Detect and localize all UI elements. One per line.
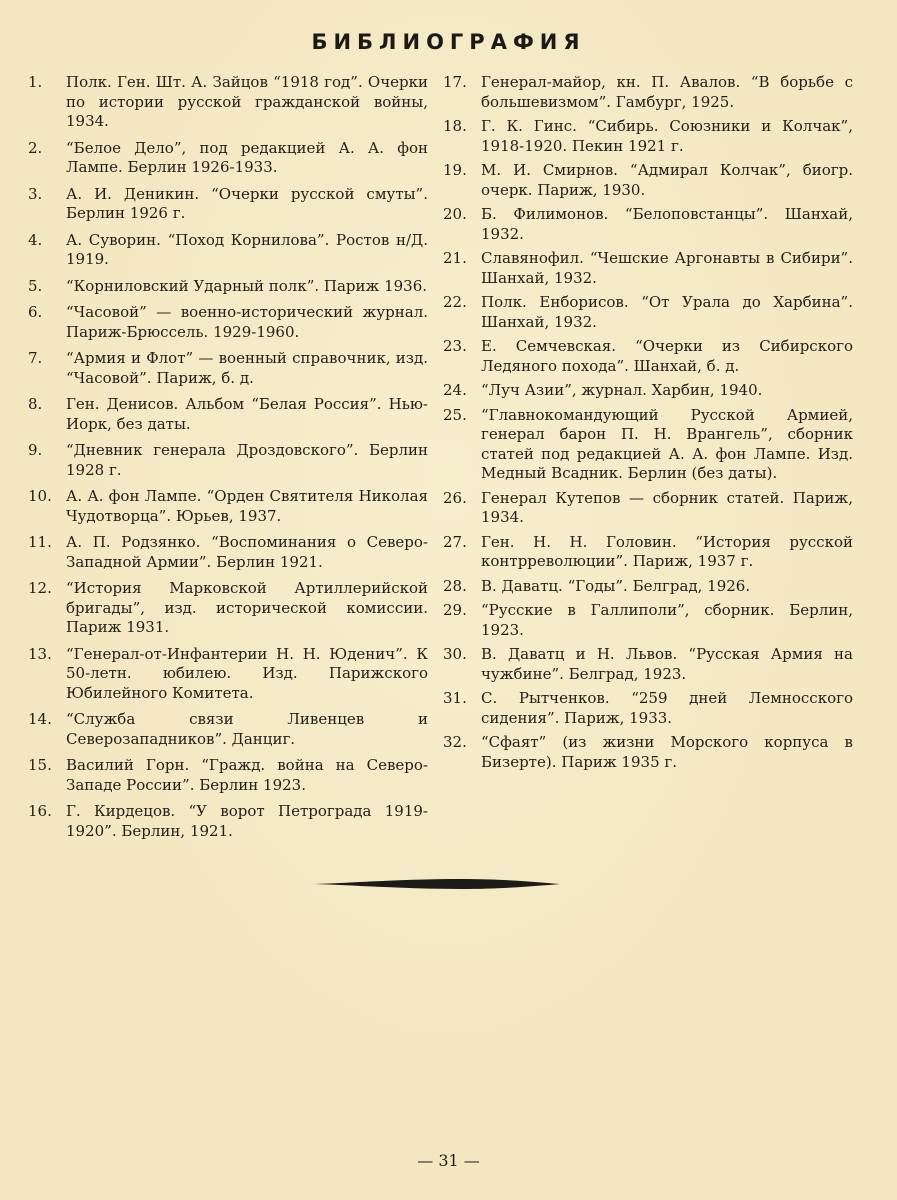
entry-text: “Часовой” — военно-исторический журнал. Париж-Брюссель. 1929-1960.	[66, 303, 428, 341]
entry-text: “Дневник генерала Дроздовского”. Берлин 1928 г.	[66, 441, 428, 479]
bibliography-entry	[443, 733, 853, 772]
bibliography-entry	[28, 533, 428, 572]
entry-number: 24.	[443, 381, 467, 399]
bibliography-entry	[443, 73, 853, 112]
entry-number: 10.	[28, 487, 52, 505]
entry-text: Г. Кирдецов. “У ворот Петрограда 1919-1920”. Берлин, 1921.	[66, 802, 428, 840]
entry-number: 32.	[443, 733, 467, 751]
entry-number: 6.	[28, 303, 43, 321]
bibliography-left-column	[28, 73, 428, 848]
entry-text: С. Рытченков. “259 дней Лемносского сидения”. Париж, 1933.	[481, 689, 853, 727]
entry-number: 27.	[443, 532, 467, 551]
bibliography-entry	[28, 139, 428, 178]
entry-number: 15.	[28, 756, 52, 774]
entry-number: 13.	[28, 644, 52, 663]
entry-number: 26.	[443, 488, 467, 507]
bibliography-entry	[28, 185, 428, 224]
bibliography-entry	[443, 293, 853, 332]
entry-text: “Луч Азии”, журнал. Харбин, 1940.	[481, 381, 763, 399]
entry-number: 22.	[443, 293, 467, 311]
bibliography-entry	[443, 205, 853, 244]
entry-text: “Белое Дело”, под редакцией А. А. фон Лампе. Берлин 1926-1933.	[66, 138, 428, 176]
entry-text: М. И. Смирнов. “Адмирал Колчак”, биогр. очерк. Париж, 1930.	[481, 161, 853, 199]
entry-text: “Русские в Галлиполи”, сборник. Берлин, 1923.	[481, 601, 853, 639]
bibliography-entry	[443, 645, 853, 684]
entry-number: 9.	[28, 441, 43, 459]
entry-number: 5.	[28, 276, 43, 295]
entry-text: Г. К. Гинс. “Сибирь. Союзники и Колчак”, 1918-1920. Пекин 1921 г.	[481, 117, 853, 155]
bibliography-entry	[28, 579, 428, 638]
bibliography-entry	[28, 487, 428, 526]
bibliography-entry	[443, 601, 853, 640]
entry-text: Полк. Енборисов. “От Урала до Харбина”. Шанхай, 1932.	[481, 293, 853, 331]
entry-text: Б. Филимонов. “Белоповстанцы”. Шанхай, 1932.	[481, 205, 853, 243]
entry-text: В. Даватц и Н. Львов. “Русская Армия на чужбине”. Белград, 1923.	[481, 645, 853, 683]
entry-number: 18.	[443, 117, 467, 135]
entry-number: 3.	[28, 184, 43, 203]
entry-text: Генерал Кутепов — сборник статей. Париж, 1934.	[481, 488, 853, 526]
entry-text: “Служба связи Ливенцев и Северозападников”. Данциг.	[66, 710, 428, 748]
bibliography-entry	[443, 689, 853, 728]
bibliography-entry	[443, 161, 853, 200]
bibliography-entry	[28, 802, 428, 841]
bibliography-entry	[28, 349, 428, 388]
entry-text: Ген. Денисов. Альбом “Белая Россия”. Нью-Иорк, без даты.	[66, 395, 428, 433]
entry-text: В. Даватц. “Годы”. Белград, 1926.	[481, 576, 751, 595]
bibliography-entry	[443, 381, 853, 401]
entry-text: Ген. Н. Н. Головин. “История русской контрреволюции”. Париж, 1937 г.	[481, 532, 853, 570]
entry-number: 17.	[443, 73, 467, 91]
entry-number: 4.	[28, 230, 43, 249]
entry-text: “Корниловский Ударный полк”. Париж 1936.	[66, 276, 428, 295]
page-number: — 31 —	[417, 1151, 480, 1170]
bibliography-entry	[443, 337, 853, 376]
entry-number: 12.	[28, 579, 52, 597]
entry-number: 30.	[443, 645, 467, 663]
entry-number: 11.	[28, 533, 52, 551]
entry-number: 19.	[443, 161, 467, 179]
bibliography-entry	[443, 117, 853, 156]
entry-text: А. П. Родзянко. “Воспоминания о Северо-Западной Армии”. Берлин 1921.	[66, 533, 428, 571]
bibliography-entry	[28, 277, 428, 297]
bibliography-entry	[443, 489, 853, 528]
entry-text: Е. Семчевская. “Очерки из Сибирского Ледяного похода”. Шанхай, б. д.	[481, 337, 853, 375]
entry-number: 28.	[443, 576, 467, 595]
entry-number: 7.	[28, 349, 43, 367]
entry-text: “Сфаят” (из жизни Морского корпуса в Бизерте). Париж 1935 г.	[481, 733, 853, 771]
entry-number: 20.	[443, 205, 467, 223]
entry-text: “Армия и Флот” — военный справочник, изд. “Часовой”. Париж, б. д.	[66, 349, 428, 387]
entry-number: 23.	[443, 337, 467, 355]
entry-text: А. А. фон Лампе. “Орден Святителя Николая Чудотворца”. Юрьев, 1937.	[66, 487, 428, 525]
bibliography-entry	[443, 533, 853, 572]
entry-number: 2.	[28, 138, 43, 157]
entry-text: А. И. Деникин. “Очерки русской смуты”. Берлин 1926 г.	[66, 184, 428, 222]
bibliography-entry	[28, 756, 428, 795]
bibliography-entry	[28, 395, 428, 434]
entry-number: 31.	[443, 689, 467, 707]
entry-number: 1.	[28, 73, 43, 91]
entry-text: Славянофил. “Чешские Аргонавты в Сибири”. Шанхай, 1932.	[481, 249, 853, 287]
bibliography-entry	[28, 303, 428, 342]
entry-text: “История Марковской Артиллерийской бригады”, изд. исторической комиссии. Париж 1931.	[66, 579, 428, 636]
bibliography-entry	[443, 406, 853, 484]
bibliography-entry	[443, 577, 853, 597]
entry-text: “Главнокомандующий Русской Армией, генерал барон П. Н. Врангель”, сборник статей под редакцией А. А. фон Лампе. Изд. Медный Всадник. Берлин (без даты).	[481, 405, 853, 482]
entry-text: Полк. Ген. Шт. А. Зайцов “1918 год”. Очерки по истории русской гражданской войны, 1934.	[66, 73, 428, 130]
bibliography-entry	[28, 231, 428, 270]
bibliography-entry	[28, 710, 428, 749]
entry-number: 25.	[443, 405, 467, 424]
bibliography-entry	[28, 441, 428, 480]
entry-number: 8.	[28, 395, 43, 413]
bibliography-entry	[443, 249, 853, 288]
bibliography-right-column	[443, 73, 853, 777]
entry-text: “Генерал-от-Инфантерии Н. Н. Юденич”. К 50-летн. юбилею. Изд. Парижского Юбилейного Комитета.	[66, 644, 428, 702]
entry-number: 16.	[28, 802, 52, 820]
entry-text: Василий Горн. “Гражд. война на Северо-Западе России”. Берлин 1923.	[66, 756, 428, 794]
entry-text: Генерал-майор, кн. П. Авалов. “В борьбе с большевизмом”. Гамбург, 1925.	[481, 73, 853, 111]
bibliography-entry	[28, 73, 428, 132]
page-title: БИБЛИОГРАФИЯ	[311, 30, 586, 54]
entry-text: А. Суворин. “Поход Корнилова”. Ростов н/Д. 1919.	[66, 230, 428, 268]
bibliography-entry	[28, 645, 428, 704]
entry-number: 21.	[443, 249, 467, 267]
entry-number: 14.	[28, 710, 52, 728]
ornament-divider	[312, 876, 562, 892]
entry-number: 29.	[443, 601, 467, 619]
